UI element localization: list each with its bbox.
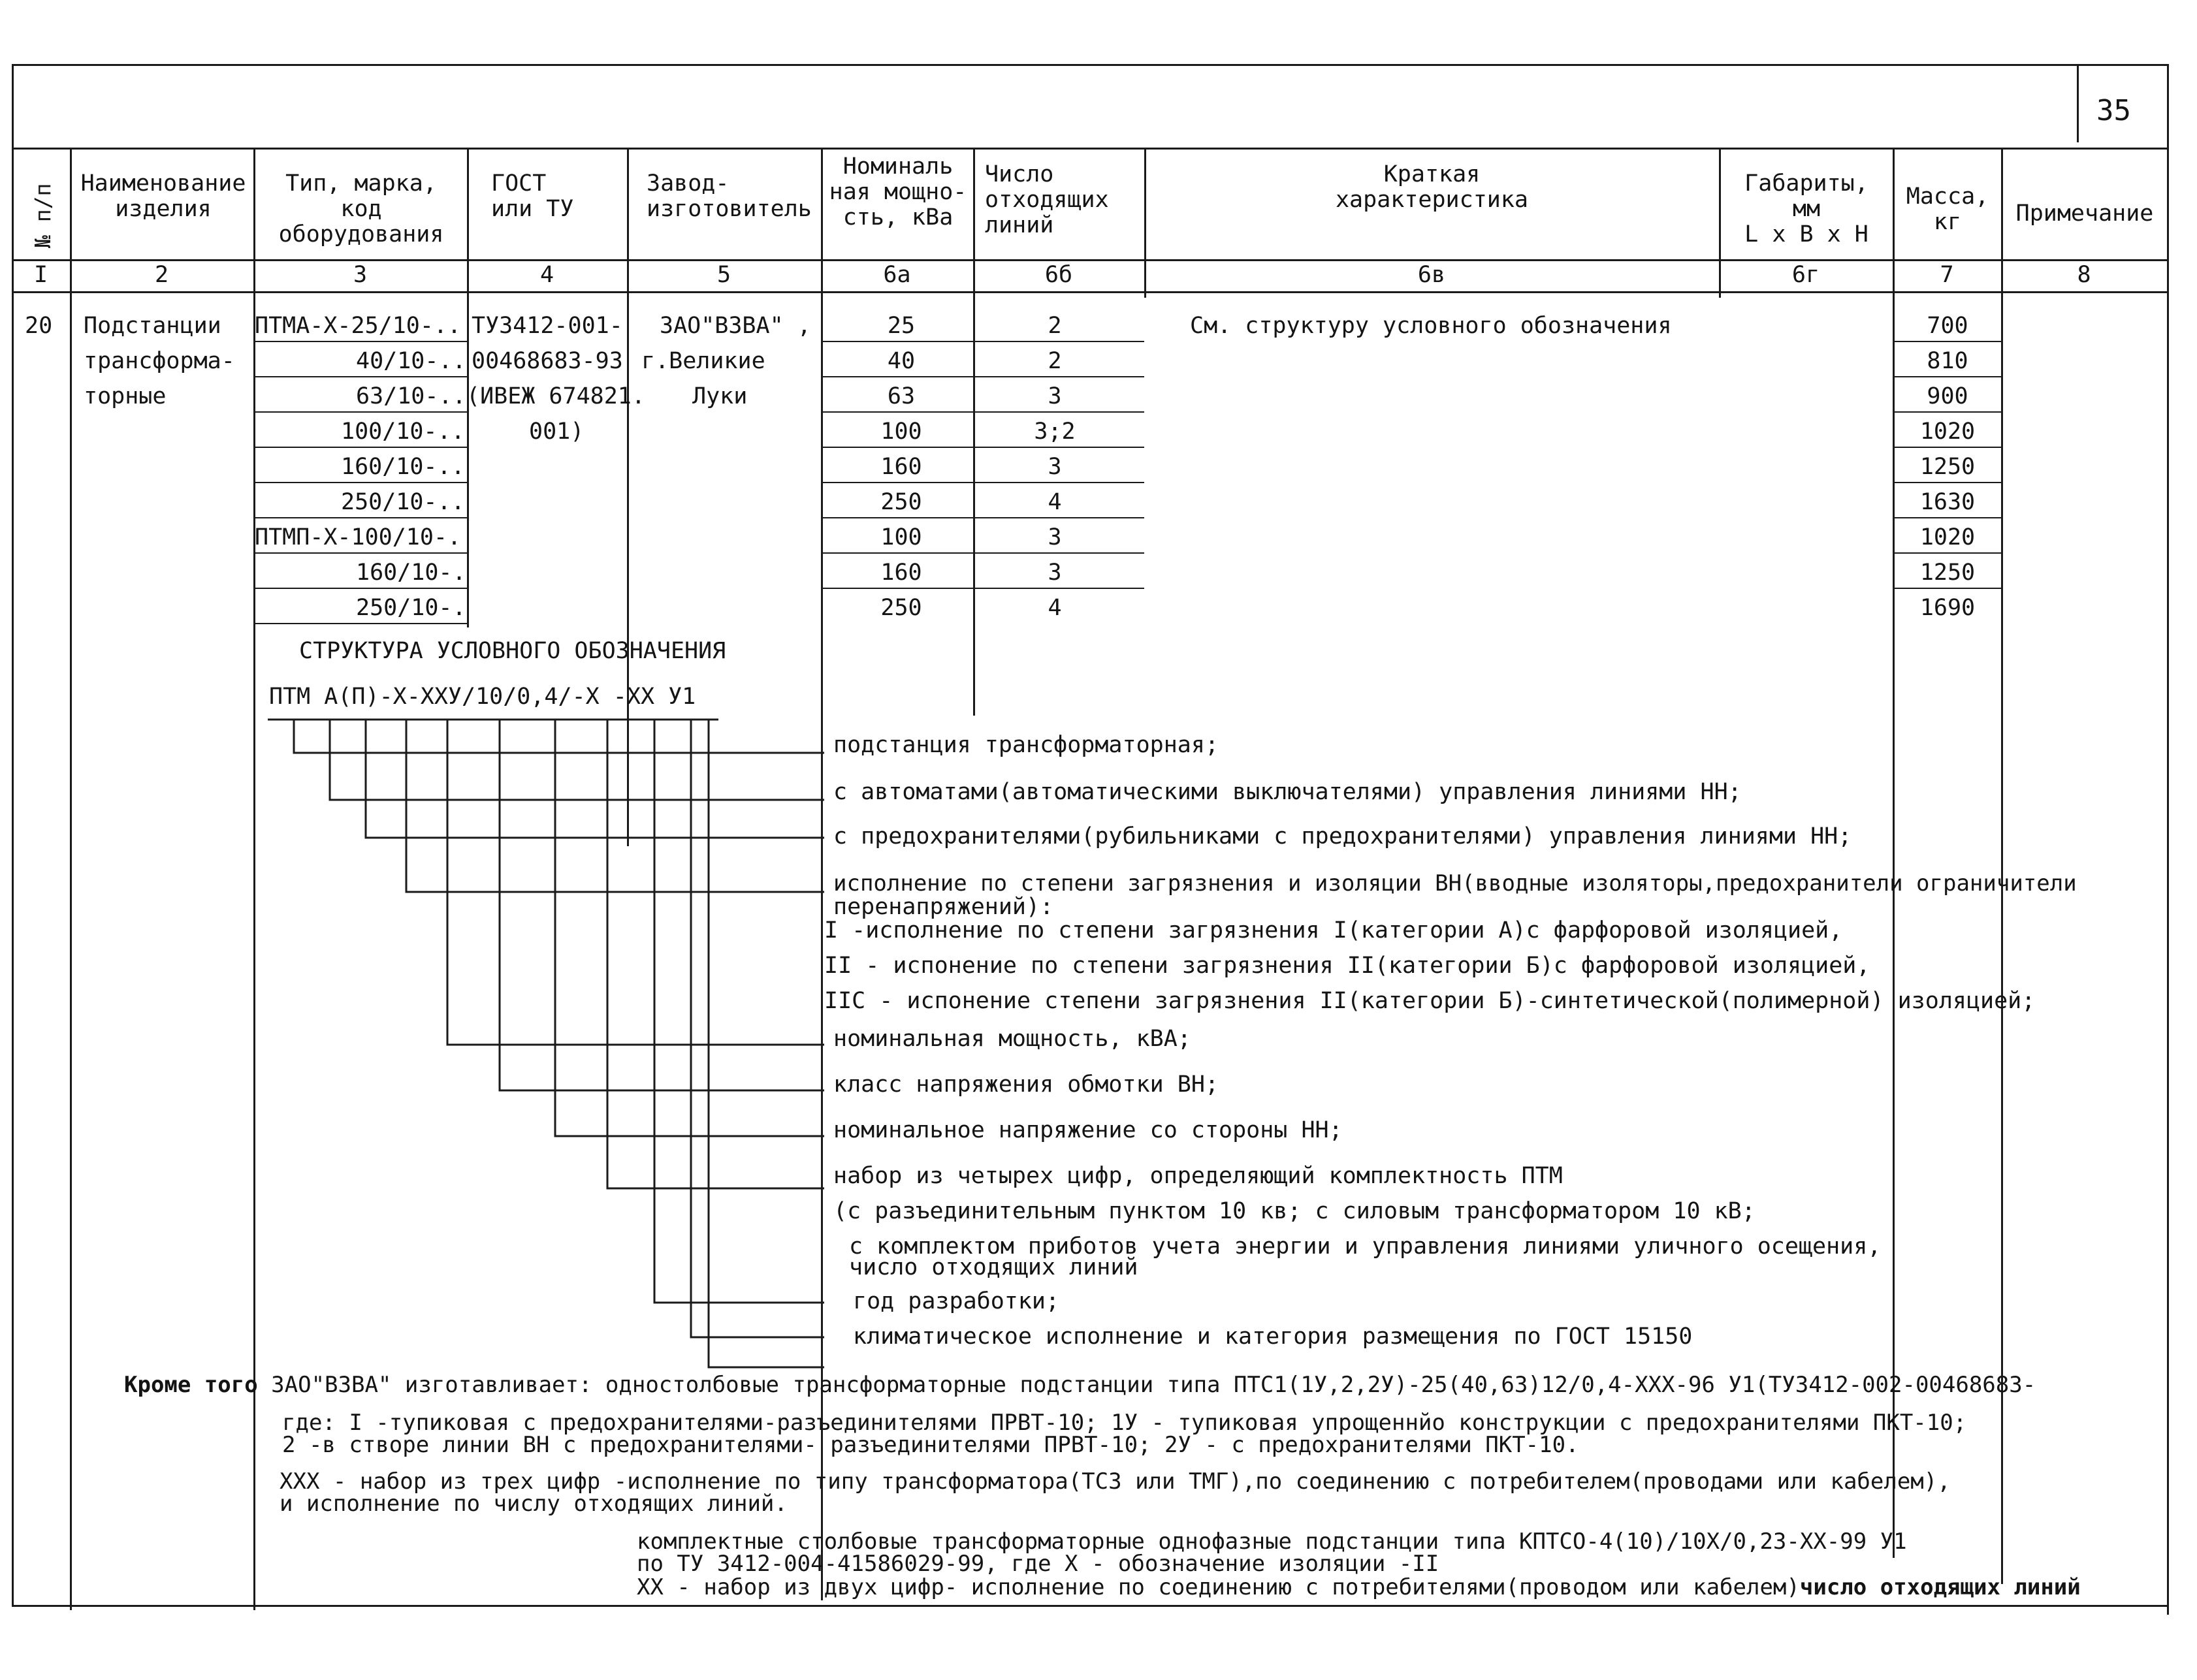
header-mass: Масса, кг — [1906, 183, 1989, 236]
item-lines: 4 — [1048, 595, 1062, 621]
item-lines: 3;2 — [1034, 419, 1076, 445]
structure-item: набор из четырех цифр, определяющий комплектность ПТМ — [833, 1163, 1563, 1189]
item-mass: 1630 — [1919, 489, 1976, 515]
structure-item: с комплектом приботов учета энергии и управления линиями уличного осещения, — [849, 1233, 1882, 1260]
item-power: 63 — [887, 383, 916, 409]
footer-line-3: 2 -в створе линии ВН с предохранителями- разъединителями ПРВТ-10; 2У - с предохранителями ПКТ-10. — [282, 1432, 1579, 1458]
product-name-line-3: торные — [84, 383, 167, 409]
footer-line-6: комплектные столбовые трансформаторные однофазные подстанции типа КПТСО-4(10)/10Х/0,23-ХХ-99 У1 — [637, 1529, 1907, 1555]
header-note: Примечание — [2015, 200, 2154, 227]
structure-code: ПТМ А(П)-Х-ХХУ/10/0,4/-Х -ХХ У1 — [269, 684, 696, 710]
colnum-6a: 6а — [883, 262, 911, 288]
item-power: 100 — [880, 419, 922, 445]
footer-text-8: ХХ - набор из двух цифр- исполнение по соединению с потребителями(проводом или кабелем) — [637, 1574, 1800, 1600]
colnum-6b: 6б — [1044, 262, 1073, 288]
structure-item: год разработки; — [853, 1288, 1060, 1314]
characteristic-text: См. структуру условного обозначения — [1190, 313, 1672, 339]
header-lines: Число отходящих линий — [985, 161, 1109, 239]
page-number: 35 — [2096, 94, 2131, 127]
footer-text-8b: число отходящих линий — [1799, 1574, 2081, 1600]
structure-item: число отходящих линий — [849, 1254, 1138, 1280]
item-lines: 4 — [1048, 489, 1062, 515]
colnum-8: 8 — [2077, 262, 2091, 288]
maker-line-2: г.Великие — [641, 348, 765, 374]
gost-line-1: ТУ3412-001- — [472, 313, 623, 339]
structure-item: класс напряжения обмотки ВН; — [833, 1071, 1219, 1098]
header-characteristic: Краткая характеристика — [1335, 161, 1528, 214]
structure-item: I -исполнение по степени загрязнения I(категории А)с фарфоровой изоляцией, — [824, 917, 1843, 943]
item-mass: 1690 — [1919, 595, 1976, 621]
structure-item: IIС - испонение степени загрязнения II(категории Б)-синтетической(полимерной) изоляцией; — [824, 988, 2036, 1014]
structure-item: подстанция трансформаторная; — [833, 732, 1219, 758]
gost-line-4: 001) — [529, 419, 585, 445]
header-name: Наименование изделия — [80, 170, 246, 223]
item-type: ПТМА-Х-25/10-.. — [255, 313, 462, 339]
product-name-line-2: трансформа- — [84, 348, 235, 374]
colnum-6g: 6г — [1791, 262, 1820, 288]
structure-item: с предохранителями(рубильниками с предохранителями) управления линиями НН; — [833, 823, 1852, 849]
colnum-3: 3 — [353, 262, 368, 288]
structure-title: СТРУКТУРА УСЛОВНОГО ОБОЗНАЧЕНИЯ — [299, 638, 726, 664]
footer-line-7: по ТУ 3412-004-41586029-99, где Х - обозначение изоляции -II — [637, 1551, 1439, 1577]
header-maker: Завод- изготовитель — [647, 170, 812, 223]
item-power: 250 — [880, 595, 922, 621]
structure-item: с автоматами(автоматическими выключателями) управления линиями НН; — [833, 779, 1742, 805]
item-lines: 3 — [1048, 383, 1062, 409]
structure-item: номинальная мощность, кВА; — [833, 1026, 1191, 1052]
item-power: 25 — [887, 313, 916, 339]
item-mass: 900 — [1927, 383, 1968, 409]
colnum-1: I — [33, 262, 48, 288]
colnum-4: 4 — [539, 262, 554, 288]
item-lines: 3 — [1048, 454, 1062, 480]
item-power: 100 — [880, 524, 922, 550]
item-type: 250/10-. — [356, 595, 466, 621]
structure-item: климатическое исполнение и категория размещения по ГОСТ 15150 — [853, 1323, 1693, 1350]
colnum-6v: 6в — [1417, 262, 1446, 288]
colnum-7: 7 — [1940, 262, 1954, 288]
item-type: 40/10-.. — [356, 348, 466, 374]
item-power: 250 — [880, 489, 922, 515]
item-type: 63/10-.. — [356, 383, 466, 409]
header-power: Номиналь ная мощно- сть, кВа — [829, 153, 967, 231]
item-lines: 3 — [1048, 524, 1062, 550]
structure-item: перенапряжений): — [833, 894, 1054, 920]
footer-line-1 — [124, 1374, 2036, 1396]
colnum-5: 5 — [716, 262, 731, 288]
structure-item: (с разъединительным пунктом 10 кв; с силовым трансформатором 10 кВ; — [833, 1198, 1756, 1224]
item-power: 160 — [880, 560, 922, 586]
header-type: Тип, марка, код оборудования — [278, 170, 444, 248]
item-mass: 1250 — [1919, 454, 1976, 480]
item-mass: 1020 — [1919, 524, 1976, 550]
item-type: ПТМП-Х-100/10-. — [255, 524, 462, 550]
structure-item: исполнение по степени загрязнения и изоляции ВН(вводные изоляторы,предохранители ограничители — [833, 870, 2077, 896]
item-lines: 3 — [1048, 560, 1062, 586]
header-num: № п/п — [30, 183, 56, 248]
item-type: 250/10-.. — [341, 489, 465, 515]
gost-line-2: 00468683-93 — [472, 348, 623, 374]
item-power: 40 — [887, 348, 916, 374]
colnum-2: 2 — [154, 262, 169, 288]
item-type: 160/10-. — [356, 560, 466, 586]
footer-text-1: ЗАО"ВЗВА" изготавливает: одностолбовые трансформаторные подстанции типа ПТС1(1У,2,2У)-25(40,63)12/0,4-ХХХ-96 У1(ТУ3412-002-00468683- — [257, 1372, 2036, 1398]
footer-line-8 — [637, 1576, 2081, 1598]
footer-line-5: и исполнение по числу отходящих линий. — [280, 1491, 788, 1517]
gost-line-3: (ИВЕЖ 674821. — [466, 383, 645, 409]
item-type: 100/10-.. — [341, 419, 465, 445]
item-power: 160 — [880, 454, 922, 480]
structure-item: II - испонение по степени загрязнения II(категории Б)с фарфоровой изоляцией, — [824, 953, 1870, 979]
footer-line-4: ХХХ - набор из трех цифр -исполнение по типу трансформатора(ТСЗ или ТМГ),по соединению с потребителем(проводами или кабелем), — [280, 1468, 1951, 1495]
row-number: 20 — [25, 313, 53, 339]
item-mass: 700 — [1927, 313, 1968, 339]
item-mass: 1250 — [1919, 560, 1976, 586]
header-gost: ГОСТ или ТУ — [491, 170, 574, 223]
item-lines: 2 — [1048, 348, 1062, 374]
item-mass: 810 — [1927, 348, 1968, 374]
footer-line-2: где: I -тупиковая с предохранителями-разъединителями ПРВТ-10; 1У - тупиковая упрощеннйо конструкции с предохранителями ПКТ-10; — [282, 1410, 1967, 1436]
footer-lead: Кроме того — [124, 1372, 258, 1398]
maker-line-3: Луки — [692, 383, 748, 409]
item-mass: 1020 — [1919, 419, 1976, 445]
maker-line-1: ЗАО"ВЗВА" , — [660, 313, 811, 339]
item-type: 160/10-.. — [341, 454, 465, 480]
structure-item: номинальное напряжение со стороны НН; — [833, 1117, 1343, 1143]
header-dimensions: Габариты, мм L x B x H — [1744, 170, 1868, 248]
item-lines: 2 — [1048, 313, 1062, 339]
product-name-line-1: Подстанции — [84, 313, 221, 339]
